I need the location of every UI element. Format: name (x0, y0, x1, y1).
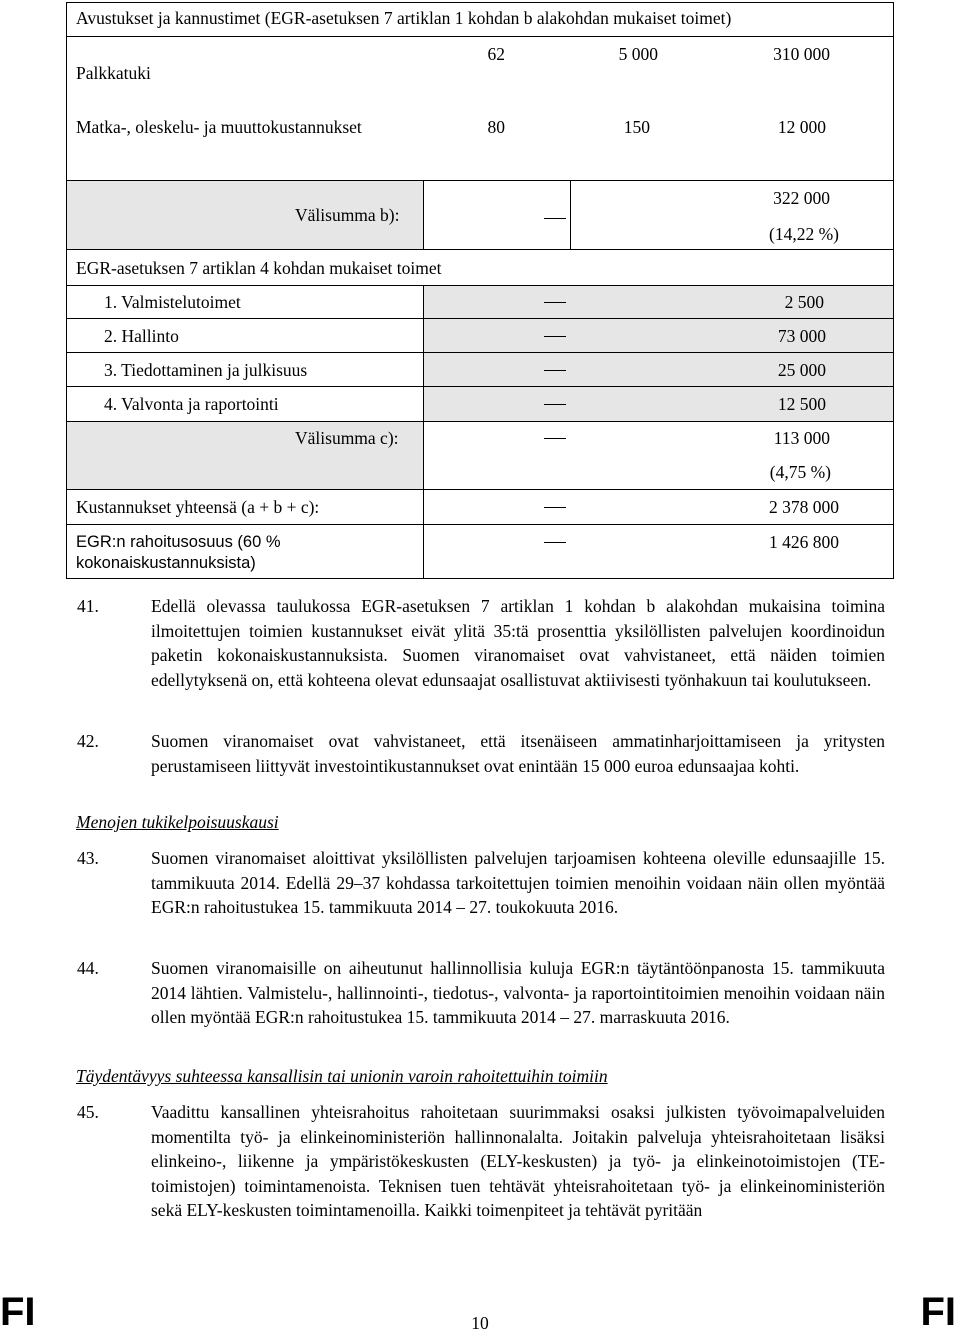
paragraph-number: 41. (77, 596, 99, 616)
row-label: 3. Tiedottaminen ja julkisuus (104, 360, 308, 380)
subtotal-b-value: 322 000 (773, 188, 830, 208)
table-rule (66, 36, 894, 37)
paragraph-43 (77, 846, 885, 920)
dash (544, 336, 566, 337)
footer-language-left: FI (0, 1290, 36, 1334)
row-label: Matka-, oleskelu- ja muuttokustannukset (76, 117, 362, 137)
row-unit-cost: 5 000 (618, 44, 658, 64)
page-number: 10 (471, 1313, 489, 1333)
table-rule (66, 285, 894, 286)
row-unit-cost: 150 (623, 117, 650, 137)
subtotal-c-value: 113 000 (773, 428, 830, 448)
egf-label-line2: kokonaiskustannuksista) (76, 554, 256, 572)
paragraph-42 (77, 729, 885, 778)
table-rule (66, 318, 894, 319)
table-rule (570, 180, 571, 249)
paragraph-number: 44. (77, 958, 99, 978)
paragraph-number: 45. (77, 1102, 99, 1122)
paragraph-text: Suomen viranomaiset ovat vahvistaneet, että itsenäiseen ammatinharjoittamiseen ja yritysten perustamiseen liittyvät investointikustannukset ovat enintään 15 000 euroa edunsaajaa kohti. (151, 731, 885, 776)
dash (544, 370, 566, 371)
subtotal-b-percent: (14,22 %) (769, 224, 839, 244)
paragraph-45 (77, 1100, 885, 1223)
subtotal-c-label: Välisumma c): (295, 428, 399, 448)
row-label: Palkkatuki (76, 63, 151, 83)
paragraph-text: Vaadittu kansallinen yhteisrahoitus rahoitetaan suurimmaksi osaksi julkisten työvoimapalveluiden momentilta työ- ja elinkeinoministeriön hallinnonalalta. Joitakin palveluja yhteisrahoitetaan lisäksi elinkeino-, liikenne ja ympäristökeskusten (ELY-keskusten) ja työ- ja elinkeinotoimistojen (TE-toimistojen) toimintamenoista. Teknisen tuen tehtävät yhteisrahoitetaan työ- ja elinkeinoministeriön sekä ELY-keskusten toimintamenoilla. Kaikki toimenpiteet ja tehtävät pyritään (151, 1102, 885, 1221)
table-rule (66, 421, 894, 422)
dash (544, 302, 566, 303)
table-rule (66, 386, 894, 387)
table-rule (423, 285, 424, 578)
subtotal-b-label: Välisumma b): (295, 205, 400, 225)
paragraph-41 (77, 594, 885, 692)
table-rule (423, 180, 424, 249)
row-total-cost: 12 000 (777, 117, 826, 137)
row-value: 12 500 (777, 394, 826, 414)
dash (544, 438, 566, 439)
table-rule (66, 249, 894, 250)
paragraph-text: Suomen viranomaisille on aiheutunut hallinnollisia kuluja EGR:n täytäntöönpanosta 15. tammikuuta 2014 lähtien. Valmistelu-, hallinnointi-, tiedotus-, valvonta- ja raportointitoimien menoihin voidaan näin ollen myöntää EGR:n rahoitustukea 15. tammikuuta 2014 – 27. marraskuuta 2016. (151, 958, 885, 1028)
paragraph-text: Edellä olevassa taulukossa EGR-asetuksen 7 artiklan 1 kohdan b alakohdan mukaisina toimina ilmoitettujen toimien kustannukset eivät ylitä 35:tä prosenttia yksilöllisten palvelujen koordinoidun paketin kokonaiskustannuksista. Suomen viranomaiset ovat vahvistaneet, että näiden toimien edellytyksenä on, että kohteena olevat edunsaajat osallistuvat aktiivisesti työnhakuun tai koulutukseen. (151, 596, 885, 690)
dash (544, 542, 566, 543)
egf-value: 1 426 800 (769, 532, 839, 552)
paragraph-44 (77, 956, 885, 1030)
table-rule (66, 578, 894, 579)
table-rule (66, 2, 894, 3)
row-value: 2 500 (784, 292, 824, 312)
row-participants: 80 (487, 117, 505, 137)
paragraph-number: 43. (77, 848, 99, 868)
table-rule (66, 2, 67, 578)
dash (544, 404, 566, 405)
row-label: 1. Valmistelutoimet (104, 292, 241, 312)
table-rule (66, 352, 894, 353)
heading-eligibility-period: Menojen tukikelpoisuuskausi (76, 812, 279, 832)
table-rule (66, 180, 894, 181)
paragraph-text: Suomen viranomaiset aloittivat yksilöllisten palvelujen tarjoamisen kohteena oleville edunsaajille 15. tammikuuta 2014. Edellä 29–37 kohdassa tarkoitettujen toimien menoihin voidaan näin ollen myöntää EGR:n rahoitustukea 15. tammikuuta 2014 – 27. toukokuuta 2016. (151, 848, 885, 918)
row-label: 4. Valvonta ja raportointi (104, 394, 279, 414)
dash (544, 218, 566, 219)
section-b-header: Avustukset ja kannustimet (EGR-asetuksen 7 artiklan 1 kohdan b alakohdan mukaiset toimet) (76, 8, 732, 28)
total-label: Kustannukset yhteensä (a + b + c): (76, 497, 320, 517)
row-label: 2. Hallinto (104, 326, 179, 346)
row-value: 73 000 (777, 326, 826, 346)
table-rule (66, 524, 894, 525)
row-total-cost: 310 000 (773, 44, 830, 64)
table-rule (66, 489, 894, 490)
row-value: 25 000 (777, 360, 826, 380)
egf-label-line1: EGR:n rahoitusosuus (60 % (76, 533, 281, 551)
subtotal-c-percent: (4,75 %) (769, 462, 831, 482)
section-c-header: EGR-asetuksen 7 artiklan 4 kohdan mukaiset toimet (76, 258, 442, 278)
dash (544, 507, 566, 508)
total-value: 2 378 000 (769, 497, 839, 517)
paragraph-number: 42. (77, 731, 99, 751)
footer-language-right: FI (920, 1290, 956, 1334)
table-rule (893, 2, 894, 578)
row-participants: 62 (487, 44, 505, 64)
heading-complementarity: Täydentävyys suhteessa kansallisin tai unionin varoin rahoitettuihin toimiin (76, 1066, 608, 1086)
